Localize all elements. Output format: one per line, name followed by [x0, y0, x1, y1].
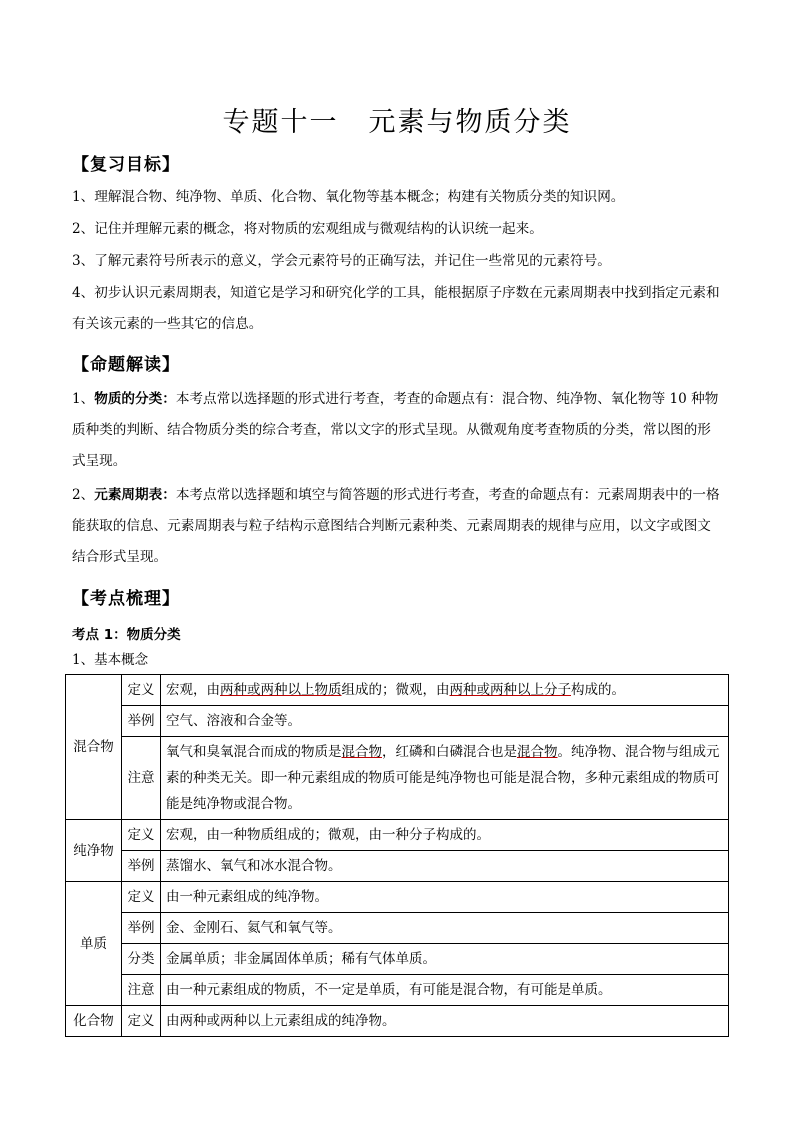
analysis-1	[72, 384, 722, 477]
element-definition: 由一种元素组成的纯净物。	[161, 882, 729, 913]
table-row	[66, 851, 729, 882]
underlined-term: 混合物	[341, 744, 382, 760]
point-1-title: 考点 1：物质分类	[72, 627, 181, 643]
label-note: 注意	[122, 737, 161, 820]
underlined-term: 两种或两种以上物质	[220, 682, 342, 698]
page-title	[0, 100, 794, 139]
underlined-term: 两种或两种以上分子	[449, 682, 571, 698]
label-definition: 定义	[122, 1006, 161, 1037]
table-row	[66, 882, 729, 913]
table-row	[66, 1006, 729, 1037]
table-row	[66, 706, 729, 737]
analysis-1-num: 1、	[72, 391, 95, 407]
title-part-1: 专题十一	[222, 107, 339, 138]
analysis-1-keyword: 物质的分类：	[94, 391, 176, 407]
point-1-subtitle: 1、基本概念	[72, 652, 149, 668]
label-note: 注意	[122, 975, 161, 1006]
section-heading-goals: 【复习目标】	[72, 155, 180, 175]
goal-3: 3、了解元素符号所表示的意义，学会元素符号的正确写法，并记住一些常见的元素符号。	[72, 253, 611, 269]
pure-example: 蒸馏水、氧气和冰水混合物。	[161, 851, 729, 882]
analysis-2-num: 2、	[72, 487, 95, 503]
table-row	[66, 944, 729, 975]
label-classification: 分类	[122, 944, 161, 975]
label-example: 举例	[122, 706, 161, 737]
section-heading-points: 【考点梳理】	[72, 589, 180, 609]
table-row	[66, 975, 729, 1006]
analysis-1-text: 本考点常以选择题的形式进行考查，考查的命题点有：混合物、纯净物、氧化物等 10 种物质种类的判断、结合物质分类的综合考查，常以文字的形式呈现。从微观角度考查物质的分类，常以图的形式呈现。	[72, 391, 719, 469]
category-pure-substance: 纯净物	[66, 820, 122, 882]
table-row	[66, 675, 729, 706]
table-row	[66, 820, 729, 851]
table-row	[66, 737, 729, 820]
element-classification: 金属单质；非金属固体单质；稀有气体单质。	[161, 944, 729, 975]
element-example: 金、金刚石、氦气和氧气等。	[161, 913, 729, 944]
pure-definition: 宏观，由一种物质组成的；微观，由一种分子构成的。	[161, 820, 729, 851]
underlined-term: 混合物	[517, 744, 558, 760]
concept-table	[65, 674, 729, 1037]
label-definition: 定义	[122, 882, 161, 913]
analysis-2-keyword: 元素周期表：	[94, 487, 176, 503]
goal-4: 4、初步认识元素周期表，知道它是学习和研究化学的工具，能根据原子序数在元素周期表中找到指定元素和有关该元素的一些其它的信息。	[72, 285, 720, 332]
title-part-2: 元素与物质分类	[368, 107, 572, 138]
label-definition: 定义	[122, 675, 161, 706]
mixture-note: 氧气和臭氧混合而成的物质是混合物，红磷和白磷混合也是混合物。纯净物、混合物与组成元素的种类无关。即一种元素组成的物质可能是纯净物也可能是混合物，多种元素组成的物质可能是纯净物或混合物。	[161, 737, 729, 820]
analysis-2	[72, 480, 722, 573]
analysis-2-text: 本考点常以选择题和填空与简答题的形式进行考查，考查的命题点有：元素周期表中的一格能获取的信息、元素周期表与粒子结构示意图结合判断元素种类、元素周期表的规律与应用，以文字或图文结合形式呈现。	[72, 487, 720, 565]
label-definition: 定义	[122, 820, 161, 851]
mixture-example: 空气、溶液和合金等。	[161, 706, 729, 737]
section-heading-analysis: 【命题解读】	[72, 355, 180, 375]
label-example: 举例	[122, 851, 161, 882]
category-element-substance: 单质	[66, 882, 122, 1006]
category-compound: 化合物	[66, 1006, 122, 1037]
goal-2: 2、记住并理解元素的概念，将对物质的宏观组成与微观结构的认识统一起来。	[72, 221, 543, 237]
mixture-definition: 宏观，由两种或两种以上物质组成的；微观，由两种或两种以上分子构成的。	[161, 675, 729, 706]
goal-1: 1、理解混合物、纯净物、单质、化合物、氧化物等基本概念；构建有关物质分类的知识网。	[72, 189, 625, 205]
category-mixture: 混合物	[66, 675, 122, 820]
label-example: 举例	[122, 913, 161, 944]
table-row	[66, 913, 729, 944]
compound-definition: 由两种或两种以上元素组成的纯净物。	[161, 1006, 729, 1037]
element-note: 由一种元素组成的物质，不一定是单质，有可能是混合物，有可能是单质。	[161, 975, 729, 1006]
